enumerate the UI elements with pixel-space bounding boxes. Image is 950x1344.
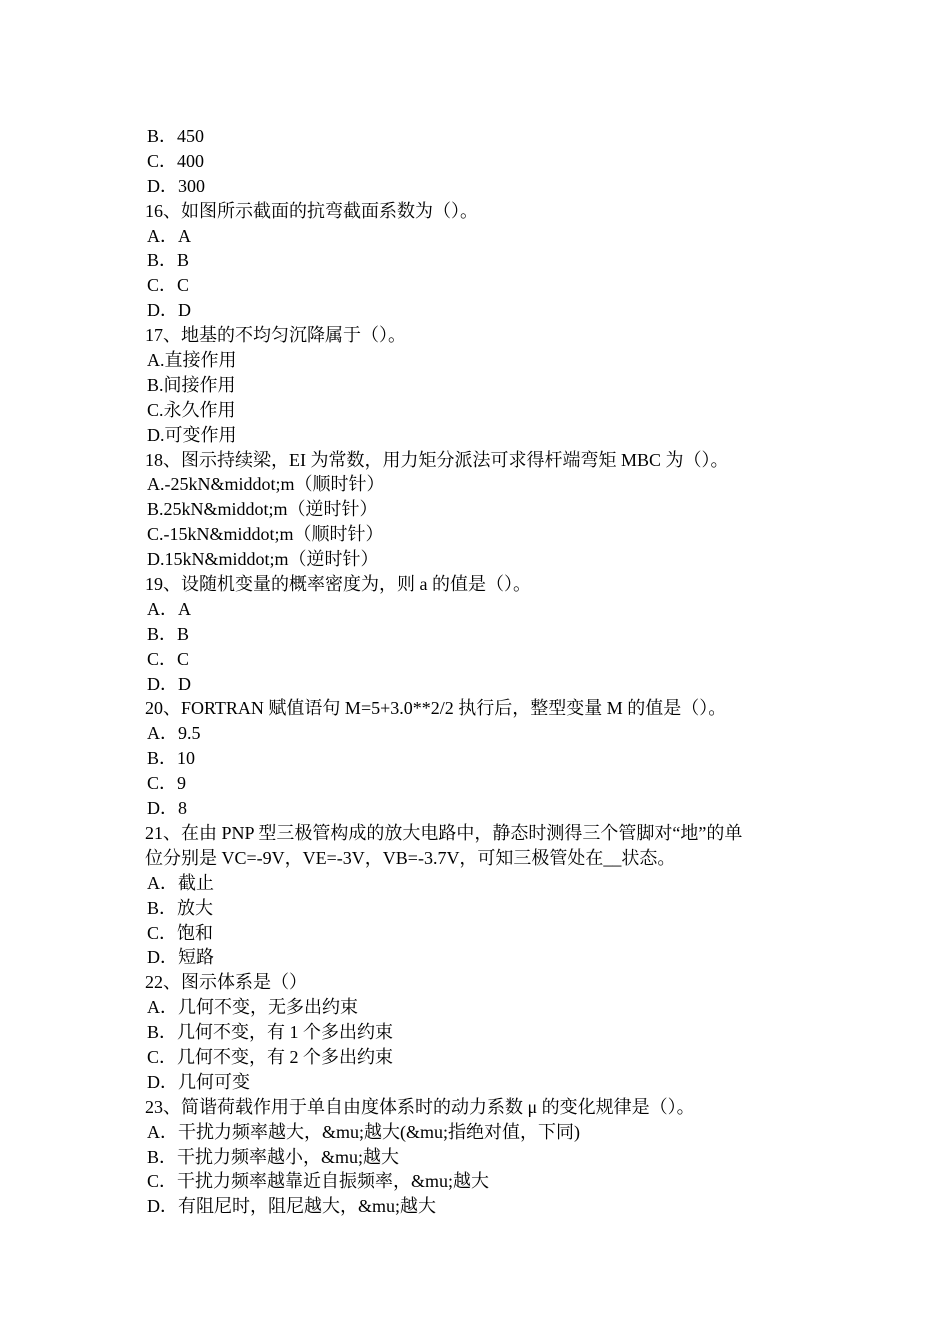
option-text: D．D (147, 673, 191, 694)
option-text: A．几何不变，无多出约束 (147, 997, 358, 1018)
option-text: B．几何不变，有 1 个多出约束 (147, 1022, 394, 1043)
question-text: 21、在由 PNP 型三极管构成的放大电路中，静态时测得三个管脚对“地”的单 (145, 822, 743, 843)
option-text: C．400 (147, 150, 205, 171)
option-text: C．干扰力频率越靠近自振频率，&mu;越大 (147, 1171, 490, 1192)
option-text: C.永久作用 (147, 399, 236, 420)
option-text: C.-15kN&middot;m（顺时针） (147, 524, 384, 545)
option-text: D．300 (147, 175, 205, 196)
option-text: D．有阻尼时，阻尼越大，&mu;越大 (147, 1196, 437, 1217)
question-text: 19、设随机变量的概率密度为，则 a 的值是（）。 (145, 574, 531, 595)
option-text: A.直接作用 (147, 350, 237, 371)
question-text: 16、如图所示截面的抗弯截面系数为（）。 (145, 200, 478, 221)
option-text: C．9 (147, 773, 187, 794)
option-text: D．几何可变 (147, 1071, 250, 1092)
option-text: A．干扰力频率越大，&mu;越大(&mu;指绝对值，下同) (147, 1121, 580, 1142)
option-text: A.-25kN&middot;m（顺时针） (147, 474, 385, 495)
option-text: B．干扰力频率越小，&mu;越大 (147, 1146, 400, 1167)
option-text: D．短路 (147, 947, 214, 968)
option-text: B．10 (147, 748, 196, 769)
question-text: 22、图示体系是（） (145, 972, 307, 993)
option-text: C．饱和 (147, 922, 214, 943)
question-text: 位分别是 VC=-9V，VE=-3V，VB=-3.7V，可知三极管处在__状态。 (145, 847, 676, 868)
option-text: D．D (147, 300, 191, 321)
question-text: 20、FORTRAN 赋值语句 M=5+3.0**2/2 执行后，整型变量 M 的值是（）。 (145, 698, 727, 719)
question-text: 17、地基的不均匀沉降属于（）。 (145, 325, 406, 346)
option-text: B.25kN&middot;m（逆时针） (147, 499, 378, 520)
option-text: A．截止 (147, 872, 214, 893)
option-text: A．9.5 (147, 723, 201, 744)
option-text: B．450 (147, 126, 205, 146)
option-text: C．C (147, 648, 190, 669)
option-text: D．8 (147, 798, 187, 819)
option-text: B．B (147, 623, 190, 644)
option-text: C．几何不变，有 2 个多出约束 (147, 1046, 394, 1067)
option-text: A．A (147, 598, 191, 619)
document-page (145, 124, 825, 1219)
option-text: D.可变作用 (147, 424, 237, 445)
option-text: D.15kN&middot;m（逆时针） (147, 549, 379, 570)
option-text: A．A (147, 225, 191, 246)
option-text: B.间接作用 (147, 374, 236, 395)
question-text: 18、图示持续梁，EI 为常数，用力矩分派法可求得杆端弯矩 MBC 为（）。 (145, 449, 729, 470)
option-text: B．放大 (147, 897, 214, 918)
question-text: 23、简谐荷载作用于单自由度体系时的动力系数 μ 的变化规律是（）。 (145, 1096, 695, 1117)
option-text: B．B (147, 250, 190, 271)
option-text: C．C (147, 275, 190, 296)
